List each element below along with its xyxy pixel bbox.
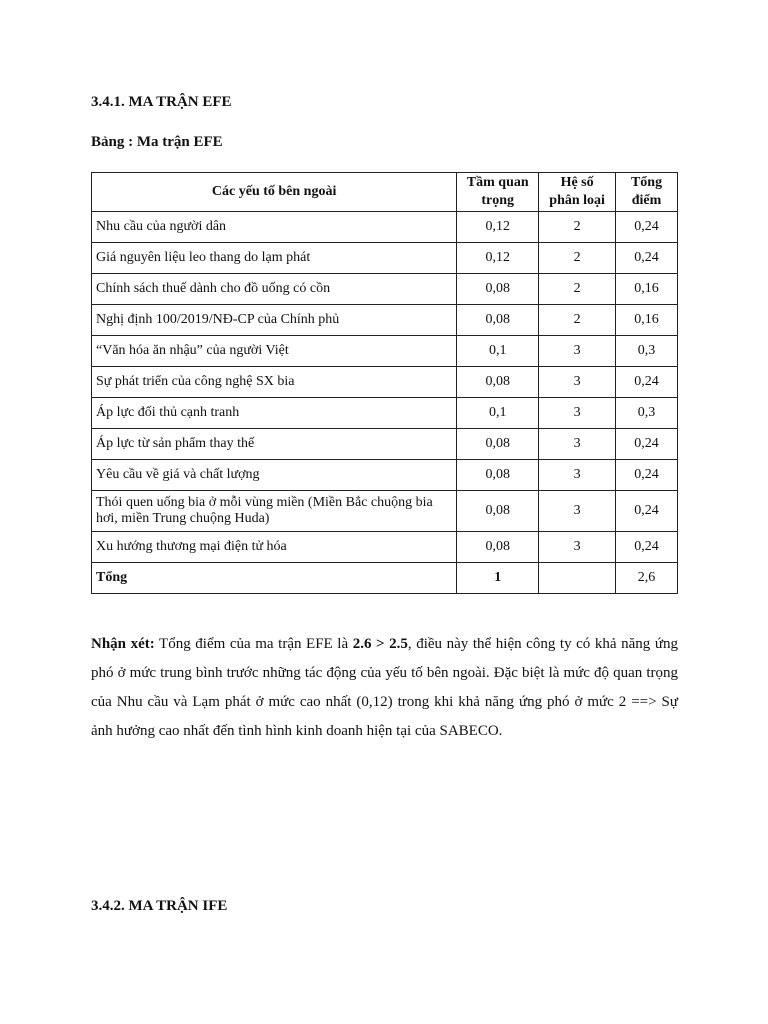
section-heading-ife: 3.4.2. MA TRẬN IFE [91, 898, 228, 914]
table-total-row [92, 563, 678, 594]
header-weight: Tầm quan trọng [457, 173, 539, 212]
remark-value-b: 2.5 [389, 636, 408, 652]
cell-factor: Giá nguyên liệu leo thang do lạm phát [92, 243, 457, 274]
cell-rating: 3 [539, 336, 616, 367]
table-row [92, 460, 678, 491]
section-heading-efe: 3.4.1. MA TRẬN EFE [91, 94, 232, 110]
table-row [92, 305, 678, 336]
cell-weight: 0,08 [457, 491, 539, 532]
remark-text-1: Tổng điểm của ma trận EFE là [154, 636, 353, 652]
cell-factor: Nghị định 100/2019/NĐ-CP của Chính phủ [92, 305, 457, 336]
cell-factor: Thói quen uống bia ở mỗi vùng miền (Miền Bắc chuộng bia hơi, miền Trung chuộng Huda) [92, 491, 457, 532]
cell-score: 0,3 [616, 336, 678, 367]
header-rating: Hệ số phân loại [539, 173, 616, 212]
cell-weight: 0,1 [457, 336, 539, 367]
cell-score: 0,24 [616, 491, 678, 532]
efe-matrix-table [91, 172, 678, 594]
cell-score: 0,24 [616, 367, 678, 398]
cell-rating: 3 [539, 460, 616, 491]
table-row [92, 212, 678, 243]
remark-paragraph [91, 630, 678, 746]
cell-factor: Yêu cầu về giá và chất lượng [92, 460, 457, 491]
cell-score: 0,24 [616, 243, 678, 274]
remark-label: Nhận xét: [91, 636, 155, 652]
cell-weight: 0,08 [457, 274, 539, 305]
cell-factor: Áp lực đối thủ cạnh tranh [92, 398, 457, 429]
cell-score: 0,24 [616, 429, 678, 460]
table-row [92, 367, 678, 398]
table-header-row [92, 173, 678, 212]
cell-factor: Chính sách thuế dành cho đồ uống có cồn [92, 274, 457, 305]
cell-factor: Xu hướng thương mại điện tử hóa [92, 532, 457, 563]
cell-rating: 3 [539, 429, 616, 460]
cell-score: 0,24 [616, 460, 678, 491]
table-caption: Bảng : Ma trận EFE [91, 134, 223, 150]
table-row [92, 429, 678, 460]
cell-factor: Áp lực từ sản phẩm thay thế [92, 429, 457, 460]
cell-weight: 0,08 [457, 429, 539, 460]
total-score: 2,6 [616, 563, 678, 594]
cell-weight: 0,12 [457, 212, 539, 243]
cell-weight: 0,12 [457, 243, 539, 274]
remark-value-a: 2.6 [352, 636, 372, 652]
header-score: Tổng điểm [616, 173, 678, 212]
cell-factor: “Văn hóa ăn nhậu” của người Việt [92, 336, 457, 367]
total-label: Tổng [92, 563, 457, 594]
remark-text-2: , điều này thể hiện công ty có khả năng ứng phó ở mức trung bình trước những tác động của yếu tố bên ngoài. Đặc biệt là mức độ quan trọng của Nhu cầu và Lạm phát ở mức cao nhất (0,12) trong khi khả năng ứng phó ở mức 2 ==> Sự ảnh hưởng cao nhất đến tình hình kinh doanh hiện tại của SABECO. [91, 636, 678, 739]
cell-rating: 3 [539, 532, 616, 563]
total-rating [539, 563, 616, 594]
table-row [92, 532, 678, 563]
cell-rating: 2 [539, 243, 616, 274]
cell-score: 0,16 [616, 305, 678, 336]
cell-factor: Nhu cầu của người dân [92, 212, 457, 243]
remark-gt: > [371, 636, 390, 652]
table-row [92, 398, 678, 429]
cell-score: 0,24 [616, 532, 678, 563]
cell-rating: 2 [539, 212, 616, 243]
cell-weight: 0,08 [457, 367, 539, 398]
cell-weight: 0,08 [457, 460, 539, 491]
total-weight: 1 [457, 563, 539, 594]
header-factor: Các yếu tố bên ngoài [92, 173, 457, 212]
cell-score: 0,24 [616, 212, 678, 243]
cell-weight: 0,1 [457, 398, 539, 429]
cell-weight: 0,08 [457, 305, 539, 336]
cell-score: 0,16 [616, 274, 678, 305]
cell-rating: 3 [539, 491, 616, 532]
table-row [92, 274, 678, 305]
cell-factor: Sự phát triển của công nghệ SX bia [92, 367, 457, 398]
cell-rating: 3 [539, 398, 616, 429]
cell-score: 0,3 [616, 398, 678, 429]
table-row [92, 336, 678, 367]
cell-weight: 0,08 [457, 532, 539, 563]
cell-rating: 2 [539, 274, 616, 305]
cell-rating: 2 [539, 305, 616, 336]
table-row [92, 491, 678, 532]
cell-rating: 3 [539, 367, 616, 398]
table-row [92, 243, 678, 274]
